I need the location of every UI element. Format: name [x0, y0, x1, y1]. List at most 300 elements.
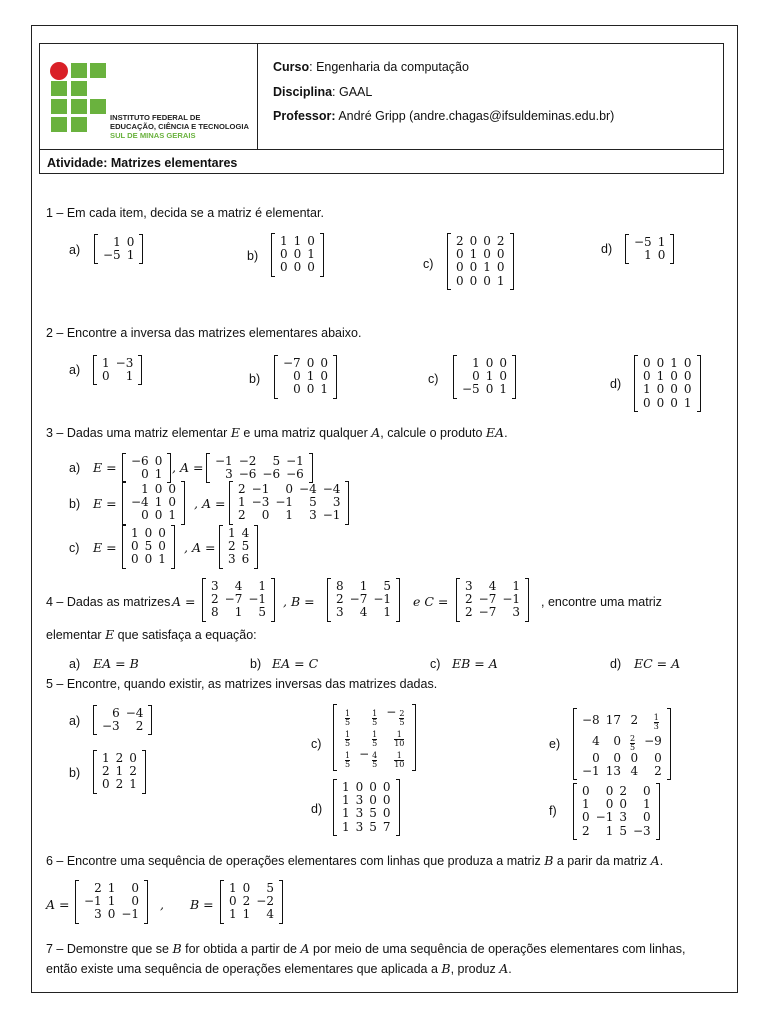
matrix-entry: −1: [322, 508, 341, 523]
matrix-entry: 0: [154, 454, 163, 468]
q5-matrix-a: [93, 706, 152, 734]
matrix-entry: $\frac{2}{5}$: [629, 734, 636, 752]
matrix-entry: −8: [582, 712, 600, 727]
matrix-entry: 3: [309, 508, 317, 523]
matrix-entry: 2: [115, 777, 124, 792]
matrix-entry: 3: [332, 495, 341, 510]
q6-comma: ,: [160, 897, 164, 912]
matrix-entry: 0: [483, 247, 491, 262]
matrix-entry: 0: [670, 395, 678, 410]
q7-line2-mid: , produz: [450, 962, 500, 976]
matrix-entry: 1: [342, 793, 350, 808]
q4-line2-E: E: [105, 627, 115, 642]
matrix-entry: 5: [258, 605, 267, 620]
q4-eq-d: EC = A: [634, 656, 681, 671]
q4-text-prefix: 4 – Dadas as matrizes: [46, 595, 171, 609]
matrix-entry: 1: [657, 235, 666, 249]
q5-matrix-d: [333, 780, 400, 835]
matrix-entry: 0: [657, 248, 666, 263]
matrix-entry: 0: [131, 881, 140, 895]
matrix-entry: 0: [469, 234, 478, 248]
matrix-entry: 1: [342, 780, 350, 794]
matrix-entry: 5: [309, 495, 317, 510]
matrix-entry: 0: [261, 508, 270, 523]
matrix-entry: 2: [630, 712, 639, 727]
matrix-entry: 0: [285, 482, 294, 496]
matrix-entry: 1: [102, 751, 110, 765]
matrix-entry: 0: [472, 369, 480, 384]
matrix-entry: 1: [285, 508, 294, 523]
matrix-entry: 1: [102, 356, 110, 370]
matrix-entry: −1: [502, 592, 521, 607]
matrix-entry: 3: [619, 810, 627, 825]
q5-matrix-b: [93, 751, 146, 793]
q4-matrix-A: [202, 579, 275, 621]
q5-label-d: d): [311, 802, 323, 816]
matrix-entry: 4: [592, 733, 600, 748]
matrix-entry: 4: [488, 579, 497, 593]
matrix-entry: 0: [613, 733, 621, 748]
matrix-entry: 0: [643, 356, 651, 370]
matrix-entry: 0: [582, 784, 590, 798]
matrix-entry: 0: [654, 751, 662, 765]
matrix-entry: 1: [683, 395, 692, 410]
matrix-entry: 1: [154, 495, 163, 510]
matrix-entry: 1: [472, 356, 480, 370]
q3a-eq-A: , A =: [172, 460, 204, 475]
matrix-entry: 13: [605, 764, 621, 779]
q7-line1-mid: for obtida a partir de: [181, 942, 301, 956]
header-divider-horizontal: [40, 149, 723, 150]
q7-line2: [46, 961, 512, 976]
logo-text-line1: INSTITUTO FEDERAL DE: [110, 113, 201, 122]
matrix-entry: 0: [355, 780, 364, 794]
matrix-entry: 5: [266, 881, 274, 895]
matrix-entry: 1: [485, 369, 494, 384]
matrix-entry: $\frac{1}{3}$: [653, 713, 659, 731]
q6-text: [46, 853, 663, 868]
matrix-entry: 3: [465, 579, 473, 593]
matrix-entry: 1: [670, 356, 678, 370]
matrix-entry: 3: [225, 467, 233, 482]
logo-square: [71, 99, 87, 114]
professor-line: [273, 109, 614, 124]
matrix-entry: 1: [131, 526, 139, 540]
matrix-entry: 0: [320, 356, 328, 370]
matrix-entry: 0: [280, 247, 288, 262]
q4-matrix-C: [456, 579, 529, 621]
matrix-entry: 1: [605, 823, 614, 838]
matrix-entry: −4: [125, 706, 144, 720]
logo-square: [90, 99, 106, 114]
q7-line1-suffix: por meio de uma sequência de operações elementares com linhas,: [309, 942, 686, 956]
matrix-entry: 2: [115, 751, 124, 765]
matrix-entry: 0: [499, 369, 507, 384]
matrix-entry: 0: [229, 894, 237, 909]
matrix-entry: 0: [293, 369, 301, 384]
matrix-entry: 2: [456, 234, 464, 248]
q4-eq-c: EB = A: [452, 656, 498, 671]
logo-square: [51, 117, 67, 132]
q3-label-a: a): [69, 461, 81, 475]
matrix-entry: 0: [126, 235, 135, 249]
professor-label: Professor:: [273, 109, 336, 123]
q6-symbol-B: B: [544, 853, 554, 868]
matrix-entry: −4: [131, 495, 149, 510]
matrix-entry: −1: [121, 907, 140, 922]
q1-label-b: b): [247, 249, 259, 263]
matrix-entry: 0: [683, 356, 692, 370]
matrix-entry: −3: [251, 495, 270, 510]
matrix-entry: 0: [683, 369, 692, 384]
matrix-entry: 5: [369, 819, 377, 834]
matrix-entry: 0: [643, 784, 651, 798]
matrix-entry: 1: [643, 382, 651, 397]
matrix-entry: 2: [336, 592, 344, 607]
matrix-entry: 0: [168, 482, 176, 496]
activity-title: Atividade: Matrizes elementares: [47, 156, 238, 170]
q3-symbol-E: E: [230, 425, 240, 440]
matrix-entry: −3: [632, 823, 651, 838]
q4-label-a: a): [69, 657, 81, 671]
matrix-entry: 0: [280, 260, 288, 275]
matrix-entry: 0: [670, 369, 678, 384]
q3b-eq-E: E =: [93, 496, 117, 511]
matrix-entry: 0: [306, 382, 315, 397]
matrix-entry: 1: [499, 382, 507, 397]
matrix-entry: 0: [144, 526, 153, 540]
matrix-entry: 5: [383, 579, 392, 593]
matrix-entry: 8: [336, 579, 344, 593]
q1-label-a: a): [69, 243, 81, 257]
q2-matrix-a: [93, 356, 142, 384]
disciplina-value: : GAAL: [332, 85, 373, 99]
matrix-entry: 2: [654, 764, 662, 779]
matrix-entry: 1: [125, 369, 134, 384]
matrix-entry: 3: [336, 605, 344, 620]
matrix-entry: −7: [478, 592, 497, 607]
matrix-entry: 0: [499, 356, 507, 370]
matrix-entry: 0: [469, 260, 478, 275]
q7-line2-symbol-A: A: [499, 961, 509, 976]
matrix-entry: 5: [272, 454, 281, 468]
matrix-entry: 3: [211, 579, 219, 593]
matrix-entry: 4: [266, 907, 274, 922]
matrix-entry: −1: [286, 454, 304, 468]
matrix-entry: 1: [496, 273, 505, 288]
logo-square: [51, 99, 67, 114]
matrix-entry: 1: [483, 260, 491, 275]
q3a-matrix-A: [206, 454, 313, 482]
q3-text-mid1: e uma matriz qualquer: [239, 426, 372, 440]
matrix-entry: 0: [613, 751, 621, 765]
matrix-entry: −1: [84, 894, 102, 909]
curso-label: Curso: [273, 60, 310, 74]
q3a-matrix-E: [122, 454, 171, 482]
q4-label-d: d): [610, 657, 622, 671]
disciplina-line: [273, 85, 372, 100]
q4-eq-B: , B =: [283, 594, 315, 609]
q2-matrix-c: [453, 356, 516, 398]
q5-label-c: c): [311, 737, 322, 751]
q7-line2-symbol-B: B: [441, 961, 451, 976]
matrix-entry: 0: [102, 777, 110, 792]
q6-matrix-B: [220, 881, 283, 923]
matrix-entry: 4: [241, 526, 250, 540]
q3b-matrix-A: [229, 482, 349, 524]
q5-matrix-c: [333, 705, 416, 770]
q4-matrix-B: [327, 579, 400, 621]
matrix-entry: 0: [144, 552, 153, 567]
matrix-entry: 0: [242, 881, 251, 895]
q6-eq-A: A =: [46, 897, 70, 912]
matrix-entry: 0: [131, 539, 139, 554]
matrix-entry: 3: [355, 793, 364, 808]
matrix-entry: 5: [619, 823, 627, 838]
matrix-entry: 5: [144, 539, 153, 554]
matrix-entry: −7: [224, 592, 243, 607]
matrix-entry: 1: [307, 247, 315, 262]
q4-label-b: b): [250, 657, 262, 671]
q2-matrix-d: [634, 356, 701, 411]
matrix-entry: 0: [369, 793, 377, 808]
q3c-eq-E: E =: [93, 540, 117, 555]
matrix-entry: − $\frac{4}{5}$: [359, 747, 378, 769]
matrix-entry: 0: [382, 806, 391, 821]
q4-eq-C: e C =: [413, 594, 449, 609]
q3a-eq-E: E =: [93, 460, 117, 475]
matrix-entry: 0: [307, 234, 315, 248]
matrix-entry: −6: [131, 454, 149, 468]
matrix-entry: 0: [483, 273, 491, 288]
matrix-entry: 0: [656, 356, 665, 370]
matrix-entry: 7: [382, 819, 391, 834]
matrix-entry: 1: [141, 482, 149, 496]
matrix-entry: 2: [465, 592, 473, 607]
matrix-entry: −4: [299, 482, 317, 496]
matrix-entry: −1: [373, 592, 392, 607]
matrix-entry: 0: [102, 369, 110, 384]
matrix-entry: −5: [462, 382, 480, 397]
matrix-entry: −1: [248, 592, 267, 607]
matrix-entry: 1: [258, 579, 267, 593]
q3-label-b: b): [69, 497, 81, 511]
q6-symbol-A: A: [650, 853, 660, 868]
matrix-entry: $\frac{1}{5}$: [372, 730, 378, 748]
matrix-entry: −7: [349, 592, 368, 607]
matrix-entry: 2: [135, 719, 144, 734]
matrix-entry: 0: [582, 810, 590, 825]
matrix-entry: 1: [512, 579, 521, 593]
matrix-entry: 0: [129, 751, 137, 765]
matrix-entry: 5: [369, 806, 377, 821]
matrix-entry: 1: [238, 495, 246, 510]
q6-matrix-A: [75, 881, 148, 923]
matrix-entry: 0: [630, 751, 639, 765]
matrix-entry: −6: [286, 467, 304, 482]
matrix-entry: 0: [382, 793, 391, 808]
matrix-entry: 2: [228, 539, 236, 554]
matrix-entry: 0: [382, 780, 391, 794]
matrix-entry: 1: [383, 605, 392, 620]
matrix-entry: 1: [280, 234, 288, 248]
matrix-entry: 0: [107, 907, 116, 922]
matrix-entry: 0: [369, 780, 377, 794]
matrix-entry: 1: [469, 247, 478, 262]
q2-label-d: d): [610, 377, 622, 391]
matrix-entry: 0: [456, 260, 464, 275]
matrix-entry: 1: [229, 907, 237, 922]
matrix-entry: 2: [129, 764, 137, 779]
matrix-entry: 0: [605, 797, 614, 812]
matrix-entry: 0: [293, 382, 301, 397]
matrix-entry: −1: [251, 482, 270, 496]
matrix-entry: 3: [94, 907, 102, 922]
q4-eq-b: EA = C: [272, 656, 319, 671]
matrix-entry: 1: [158, 552, 166, 567]
matrix-entry: 1: [293, 234, 302, 248]
logo-square: [71, 81, 87, 96]
matrix-entry: 1: [242, 907, 251, 922]
matrix-entry: 1: [643, 797, 651, 812]
matrix-entry: 1: [342, 819, 350, 834]
q3-text-mid2: , calcule o produto: [380, 426, 486, 440]
logo-square: [71, 63, 87, 78]
matrix-entry: 0: [469, 273, 478, 288]
q7-line2-prefix: então existe uma sequência de operações elementares que aplicada a: [46, 962, 442, 976]
q6-text-prefix: 6 – Encontre uma sequência de operações elementares com linhas que produza a matriz: [46, 854, 545, 868]
q2-text: 2 – Encontre a inversa das matrizes elementares abaixo.: [46, 326, 362, 340]
matrix-entry: 0: [485, 382, 494, 397]
matrix-entry: 0: [306, 356, 315, 370]
q7-symbol-A: A: [300, 941, 310, 956]
matrix-entry: 0: [619, 797, 627, 812]
matrix-entry: $\frac{1}{5}$: [372, 709, 378, 727]
matrix-entry: 1: [359, 579, 368, 593]
matrix-entry: −2: [238, 454, 257, 468]
matrix-entry: 3: [355, 806, 364, 821]
q3c-matrix-A: [219, 526, 258, 568]
matrix-entry: 8: [211, 605, 219, 620]
q5-label-f: f): [549, 804, 557, 818]
q3b-matrix-E: [122, 482, 185, 524]
matrix-entry: 0: [643, 369, 651, 384]
q1-matrix-d: [625, 235, 674, 263]
matrix-entry: 0: [307, 260, 315, 275]
logo-square: [90, 63, 106, 78]
q3-symbol-EA: EA: [485, 425, 505, 440]
matrix-entry: 0: [496, 260, 505, 275]
matrix-entry: 3: [355, 819, 364, 834]
matrix-entry: 1: [126, 248, 135, 263]
q6-text-mid: a parir da matriz: [553, 854, 651, 868]
q5-text: 5 – Encontre, quando existir, as matrizes inversas das matrizes dadas.: [46, 677, 438, 691]
curso-value: : Engenharia da computação: [309, 60, 469, 74]
matrix-entry: 1: [129, 777, 137, 792]
q6-eq-B: B =: [190, 897, 214, 912]
q5-matrix-e: [573, 709, 671, 779]
matrix-entry: 1: [582, 797, 590, 812]
matrix-entry: −1: [582, 764, 600, 779]
q2-matrix-b: [274, 356, 337, 398]
matrix-entry: 0: [141, 467, 149, 482]
header-box: [39, 43, 724, 174]
matrix-entry: 2: [238, 482, 246, 496]
matrix-entry: 1: [644, 248, 652, 263]
matrix-entry: 0: [154, 508, 163, 523]
q2-label-b: b): [249, 372, 261, 386]
matrix-entry: −5: [634, 235, 652, 249]
matrix-entry: −3: [115, 356, 134, 370]
matrix-entry: 1: [113, 235, 121, 249]
q7-symbol-B: B: [172, 941, 182, 956]
q7-line2-end: .: [508, 962, 512, 976]
q3-text: 3 – Dadas uma matriz elementar E e uma matriz qualquer A, calcule o produto EA.: [46, 425, 508, 440]
logo-square: [71, 117, 87, 132]
q3-symbol-A: A: [371, 425, 381, 440]
q5-matrix-f: [573, 784, 660, 839]
matrix-entry: $\frac{1}{10}$: [394, 730, 405, 748]
matrix-entry: $\frac{1}{5}$: [345, 709, 351, 727]
matrix-entry: 1: [342, 806, 350, 821]
matrix-entry: 0: [483, 234, 491, 248]
q4-line2-prefix: elementar: [46, 628, 106, 642]
matrix-entry: 0: [320, 369, 328, 384]
matrix-entry: 0: [485, 356, 494, 370]
matrix-entry: −7: [283, 356, 301, 370]
logo-red-circle: [50, 62, 68, 80]
q4-text-suffix: , encontre uma matriz: [541, 595, 662, 609]
matrix-entry: 6: [241, 552, 250, 567]
q2-label-a: a): [69, 363, 81, 377]
logo-text-line2: EDUCAÇÃO, CIÊNCIA E TECNOLOGIA: [110, 122, 249, 131]
matrix-entry: 1: [107, 894, 116, 909]
matrix-entry: −7: [478, 605, 497, 620]
q3b-eq-A: , A =: [194, 496, 226, 511]
matrix-entry: 1: [228, 526, 236, 540]
matrix-entry: 3: [512, 605, 521, 620]
matrix-entry: 4: [234, 579, 243, 593]
q5-label-b: b): [69, 766, 81, 780]
matrix-entry: 2: [102, 764, 110, 779]
q1-matrix-c: [447, 234, 514, 289]
matrix-entry: 1: [320, 382, 328, 397]
matrix-entry: 0: [293, 260, 302, 275]
q4-eq-a: EA = B: [93, 656, 139, 671]
matrix-entry: −6: [238, 467, 257, 482]
matrix-entry: 0: [131, 894, 140, 909]
logo-text-line3: SUL DE MINAS GERAIS: [110, 131, 196, 140]
matrix-entry: 2: [238, 508, 246, 523]
matrix-entry: 1: [229, 881, 237, 895]
matrix-entry: −1: [275, 495, 294, 510]
q7-line1: [46, 941, 685, 956]
matrix-entry: 1: [234, 605, 243, 620]
matrix-entry: $\frac{1}{5}$: [345, 730, 351, 748]
matrix-entry: 0: [592, 751, 600, 765]
matrix-entry: 0: [456, 273, 464, 288]
matrix-entry: $\frac{1}{5}$: [345, 751, 351, 769]
matrix-entry: −1: [595, 810, 614, 825]
logo-square: [51, 81, 67, 96]
matrix-entry: 0: [293, 247, 302, 262]
matrix-entry: 0: [496, 247, 505, 262]
matrix-entry: −6: [262, 467, 281, 482]
matrix-entry: 0: [141, 508, 149, 523]
matrix-entry: 1: [306, 369, 315, 384]
matrix-entry: 0: [131, 552, 139, 567]
matrix-entry: $\frac{1}{10}$: [394, 751, 405, 769]
